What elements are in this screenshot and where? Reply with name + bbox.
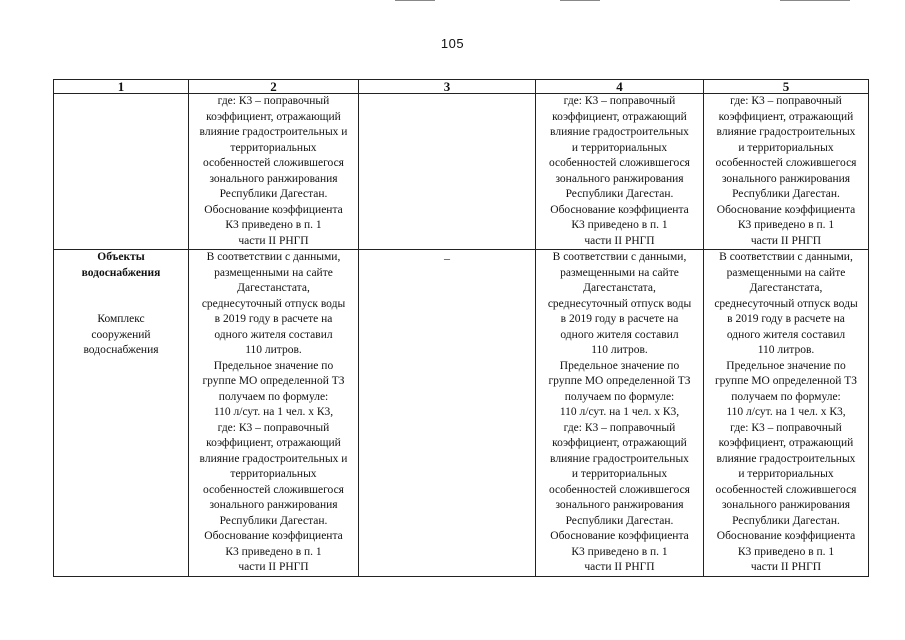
- text-line: Дагестанстата,: [583, 282, 656, 294]
- text-line: Республики Дагестан.: [732, 188, 840, 200]
- text-line: и территориальных: [571, 141, 668, 154]
- text-line: и территориальных: [738, 141, 834, 154]
- text-line: особенностей сложившегося: [203, 483, 344, 496]
- scan-mark: [560, 0, 600, 1]
- table-cell: [54, 94, 189, 250]
- text-line: получаем по формуле:: [564, 390, 675, 403]
- text-line: особенностей сложившегося: [549, 157, 690, 169]
- text-line: одного жителя составил: [560, 328, 679, 341]
- text-line: влияние градостроительных: [716, 126, 856, 138]
- text-line: части II РНГП: [238, 561, 309, 573]
- text-line: В соответствии с данными,: [719, 251, 853, 263]
- text-line: в 2019 году в расчете на: [560, 313, 679, 325]
- text-line: Республики Дагестан.: [219, 188, 328, 200]
- text-line: Республики Дагестан.: [565, 514, 674, 527]
- table-cell: [189, 250, 359, 577]
- table-cell: [704, 250, 869, 577]
- text-line: 110 литров.: [245, 344, 302, 356]
- text-line: где: К3 – поправочный: [217, 95, 330, 107]
- text-line: Обоснование коэффициента: [716, 203, 856, 216]
- text-line: коэффициент, отражающий: [552, 437, 687, 449]
- table-cell: [359, 250, 536, 577]
- text-line: получаем по формуле:: [731, 390, 841, 403]
- text-line: части II РНГП: [584, 561, 655, 573]
- text-line: Дагестанстата,: [749, 282, 823, 294]
- text-line: коэффициент, отражающий: [206, 110, 341, 123]
- text-line: особенностей сложившегося: [715, 157, 857, 169]
- text-line: одного жителя составил: [214, 328, 333, 341]
- text-line: 110 л/сут. на 1 чел. х К3,: [213, 406, 334, 418]
- table-row: [54, 94, 869, 250]
- text-line: и территориальных: [738, 468, 834, 480]
- text-line: особенностей сложившегося: [715, 483, 857, 496]
- text-line: Предельное значение по: [213, 359, 334, 372]
- text-line: водоснабжения: [81, 266, 161, 279]
- text-line: где: К3 – поправочный: [730, 95, 842, 107]
- table-cell: [704, 94, 869, 250]
- text-line: Республики Дагестан.: [732, 514, 840, 527]
- text-line: зонального ранжирования: [721, 172, 851, 185]
- text-line: влияние градостроительных: [716, 452, 856, 465]
- text-line: В соответствии с данными,: [206, 251, 341, 263]
- text-line: К3 приведено в п. 1: [571, 545, 668, 558]
- text-line: части II РНГП: [750, 234, 822, 247]
- table-cell: [54, 250, 189, 577]
- text-line: коэффициент, отражающий: [718, 437, 854, 449]
- requirements-table: [53, 79, 869, 577]
- text-line: в 2019 году в расчете на: [214, 313, 333, 325]
- text-line: сооружений: [91, 328, 151, 341]
- text-line: Предельное значение по: [559, 359, 680, 372]
- text-line: территориальных: [230, 141, 317, 154]
- text-line: Обоснование коэффициента: [716, 530, 856, 542]
- text-line: зонального ранжирования: [555, 499, 684, 511]
- text-line: группе МО определенной ТЗ: [714, 375, 858, 387]
- text-line: среднесуточный отпуск воды: [714, 297, 858, 310]
- text-line: Обоснование коэффициента: [204, 203, 343, 216]
- text-line: особенностей сложившегося: [203, 157, 344, 169]
- text-line: части II РНГП: [584, 234, 655, 247]
- table-row: [54, 250, 869, 577]
- text-line: одного жителя составил: [726, 328, 846, 341]
- text-line: где: К3 – поправочный: [730, 421, 842, 434]
- table-cell: [189, 94, 359, 250]
- text-line: зонального ранжирования: [721, 499, 851, 511]
- text-line: территориальных: [230, 468, 317, 480]
- text-line: 110 литров.: [757, 344, 815, 356]
- column-header: 3: [359, 80, 536, 94]
- table-cell: [536, 94, 704, 250]
- text-line: Предельное значение по: [726, 359, 846, 372]
- text-line: 110 литров.: [591, 344, 648, 356]
- text-line: где: К3 – поправочный: [217, 421, 330, 434]
- text-line: В соответствии с данными,: [552, 251, 687, 263]
- text-line: К3 приведено в п. 1: [225, 545, 322, 558]
- text-line: части II РНГП: [238, 234, 309, 247]
- empty-dash: –: [444, 251, 450, 265]
- text-line: группе МО определенной ТЗ: [202, 375, 345, 387]
- text-line: получаем по формуле:: [218, 390, 329, 403]
- text-line: где: К3 – поправочный: [563, 95, 676, 107]
- text-line: Республики Дагестан.: [565, 188, 674, 200]
- text-line: водоснабжения: [83, 344, 159, 356]
- text-line: К3 приведено в п. 1: [571, 219, 668, 231]
- text-line: где: К3 – поправочный: [563, 421, 676, 434]
- text-line: влияние градостроительных: [550, 126, 689, 138]
- text-line: коэффициент, отражающий: [718, 110, 854, 123]
- text-line: зонального ранжирования: [555, 172, 684, 185]
- table-header-row: [54, 80, 869, 94]
- text-line: К3 приведено в п. 1: [737, 545, 835, 558]
- text-line: размещенными на сайте: [560, 266, 679, 279]
- text-line: группе МО определенной ТЗ: [548, 375, 691, 387]
- text-line: зонального ранжирования: [209, 499, 338, 511]
- text-line: Обоснование коэффициента: [204, 530, 343, 542]
- text-line: части II РНГП: [750, 561, 822, 573]
- column-header: 5: [704, 80, 869, 94]
- text-line: Обоснование коэффициента: [550, 530, 689, 542]
- text-line: 110 л/сут. на 1 чел. х К3,: [559, 406, 680, 418]
- text-line: коэффициент, отражающий: [206, 437, 341, 449]
- text-line: 110 л/сут. на 1 чел. х К3,: [726, 406, 846, 418]
- spacer: [56, 281, 186, 297]
- text-line: Комплекс: [97, 313, 145, 325]
- text-line: размещенными на сайте: [726, 266, 846, 279]
- column-header: 2: [189, 80, 359, 94]
- text-line: К3 приведено в п. 1: [737, 219, 835, 231]
- text-line: Обоснование коэффициента: [550, 203, 689, 216]
- column-header: 1: [54, 80, 189, 94]
- text-line: среднесуточный отпуск воды: [547, 297, 692, 310]
- page-number: 105: [440, 36, 465, 51]
- text-line: особенностей сложившегося: [549, 483, 690, 496]
- text-line: К3 приведено в п. 1: [225, 219, 322, 231]
- text-line: зонального ранжирования: [209, 172, 338, 185]
- table-cell: [359, 94, 536, 250]
- column-header: 4: [536, 80, 704, 94]
- text-line: в 2019 году в расчете на: [727, 313, 845, 325]
- text-line: Объекты: [97, 251, 145, 263]
- text-line: среднесуточный отпуск воды: [201, 297, 346, 310]
- text-line: Дагестанстата,: [237, 282, 310, 294]
- text-line: коэффициент, отражающий: [552, 110, 687, 123]
- scan-mark: [780, 0, 850, 1]
- text-line: Республики Дагестан.: [219, 514, 328, 527]
- spacer: [56, 297, 186, 313]
- text-line: влияние градостроительных и: [199, 126, 348, 138]
- table-cell: [536, 250, 704, 577]
- text-line: влияние градостроительных: [550, 452, 689, 465]
- text-line: влияние градостроительных и: [199, 452, 348, 465]
- text-line: и территориальных: [571, 468, 668, 480]
- text-line: размещенными на сайте: [214, 266, 333, 279]
- scan-mark: [395, 0, 435, 1]
